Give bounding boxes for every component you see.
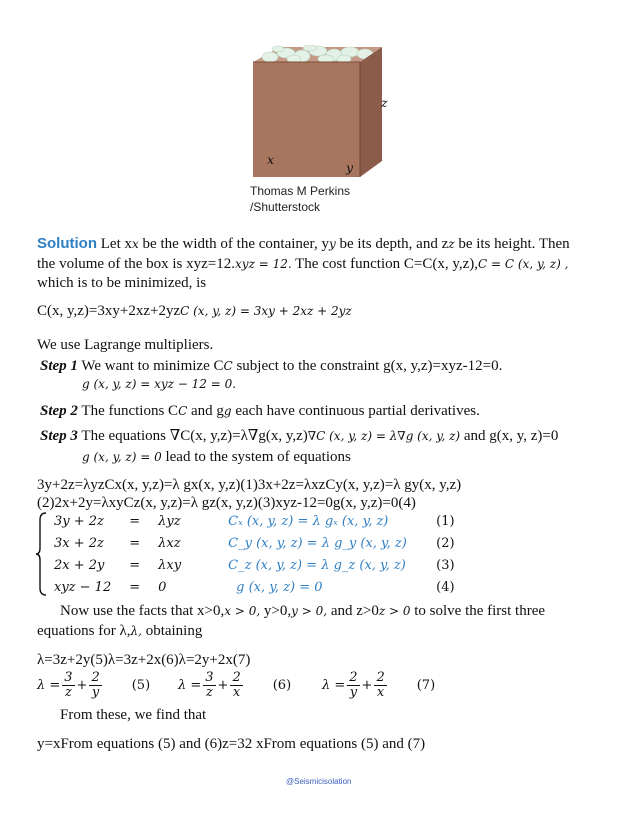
label-z: z (381, 95, 388, 110)
row-eq: = (129, 557, 141, 573)
watermark: @Seismicisolation (286, 777, 352, 786)
system-row (48, 576, 461, 598)
equation-number: (6) (272, 677, 292, 693)
fraction: $\frac{2}{y}$ (91, 669, 100, 700)
equation-number: (5) (131, 677, 151, 693)
lambda-eq6: λ = $\frac{3}{z}$ + $\frac{2}{x}$ (6) (178, 669, 292, 700)
fraction: $\frac{3}{z}$ (64, 669, 73, 700)
step1-label: Step 1 (40, 358, 78, 374)
system-row (48, 554, 461, 576)
row-lhs: 3y + 2z (54, 513, 104, 529)
row-gradient-component: C_z (x, y, z) = λ g_z (x, y, z) (228, 557, 406, 573)
solution-label: Solution (37, 235, 97, 252)
step3-line2: g (x, y, z) = 0 lead to the system of equations (82, 449, 351, 465)
lambda-eq5: λ = $\frac{3}{z}$ + $\frac{2}{y}$ (5) (37, 669, 151, 700)
lagrange-line: We use Lagrange multipliers. (37, 337, 214, 353)
facts-line2: equations for λ,λ, obtaining (37, 623, 203, 639)
fraction: $\frac{2}{y}$ (349, 669, 358, 700)
solution-line1: Solution Let xx be the width of the container, yy be its depth, and zz be its height. Then (37, 235, 570, 252)
equation-number: (7) (416, 677, 436, 693)
solution-line2: the volume of the box is xyz=12.xyz = 12. The cost function C=C(x, y,z),C = C (x, y, z) , (37, 256, 569, 272)
step3: Step 3 The equations ∇C(x, y,z)=λ∇g(x, y,z)∇C (x, y, z) = λ∇g (x, y, z) and g(x, y, z)=0 (40, 428, 559, 444)
step3-label: Step 3 (40, 428, 78, 444)
label-y: y (346, 160, 354, 175)
row-rhs: 0 (158, 579, 167, 595)
row-eq: = (129, 535, 141, 551)
fraction: $\frac{3}{z}$ (205, 669, 214, 700)
step1-math: g (x, y, z) = xyz − 12 = 0. (82, 377, 237, 391)
conclusion-result: y=xFrom equations (5) and (6)z=32 xFrom equations (5) and (7) (37, 736, 426, 752)
row-number: (4) (436, 579, 455, 595)
system-brace (36, 512, 48, 596)
lambda-plain: λ=3z+2y(5)λ=3z+2x(6)λ=2y+2x(7) (37, 652, 251, 668)
equation-system (48, 510, 461, 598)
row-lhs: xyz − 12 (54, 579, 112, 595)
conclusion-find: From these, we find that (60, 707, 207, 723)
row-eq: = (129, 579, 141, 595)
lambda-eq7: λ = $\frac{2}{y}$ + $\frac{2}{x}$ (7) (322, 669, 436, 700)
row-number: (1) (436, 513, 455, 529)
system-plain-line2: (2)2x+2y=λxyCz(x, y,z)=λ gz(x, y,z)(3)xyz-12=0g(x, y,z)=0(4) (37, 495, 416, 511)
row-eq: = (129, 513, 141, 529)
fraction: $\frac{2}{x}$ (376, 669, 385, 700)
row-gradient-component: C_y (x, y, z) = λ g_y (x, y, z) (228, 535, 407, 551)
row-number: (2) (436, 535, 455, 551)
row-gradient-component: Cₓ (x, y, z) = λ gₓ (x, y, z) (228, 513, 389, 529)
cost-function: C(x, y,z)=3xy+2xz+2yzC (x, y, z) = 3xy + 2xz + 2yz (37, 303, 352, 319)
step2: Step 2 The functions CC and gg each have continuous partial derivatives. (40, 403, 480, 419)
row-rhs: λyz (158, 513, 181, 529)
photo-credit-line1: Thomas M Perkins (250, 184, 351, 198)
row-rhs: λxy (158, 557, 182, 573)
label-x: x (267, 152, 275, 167)
system-row (48, 510, 461, 532)
system-row (48, 532, 461, 554)
row-lhs: 2x + 2y (54, 557, 105, 573)
fraction: $\frac{2}{x}$ (232, 669, 241, 700)
step2-label: Step 2 (40, 403, 78, 419)
row-number: (3) (436, 557, 455, 573)
row-gradient-component: g (x, y, z) = 0 (236, 579, 323, 595)
system-plain-line1: 3y+2z=λyzCx(x, y,z)=λ gx(x, y,z)(1)3x+2z=λxzCy(x, y,z)=λ gy(x, y,z) (37, 477, 462, 493)
row-rhs: λxz (158, 535, 181, 551)
facts-line1: Now use the facts that x>0,x > 0, y>0,y > 0, and z>0z > 0 to solve the first three (60, 603, 546, 619)
photo-credit-line2: /Shutterstock (250, 200, 321, 214)
solution-line3: which is to be minimized, is (37, 275, 207, 291)
row-lhs: 3x + 2z (54, 535, 104, 551)
step1: Step 1 We want to minimize CC subject to the constraint g(x, y,z)=xyz-12=0. (40, 358, 503, 374)
